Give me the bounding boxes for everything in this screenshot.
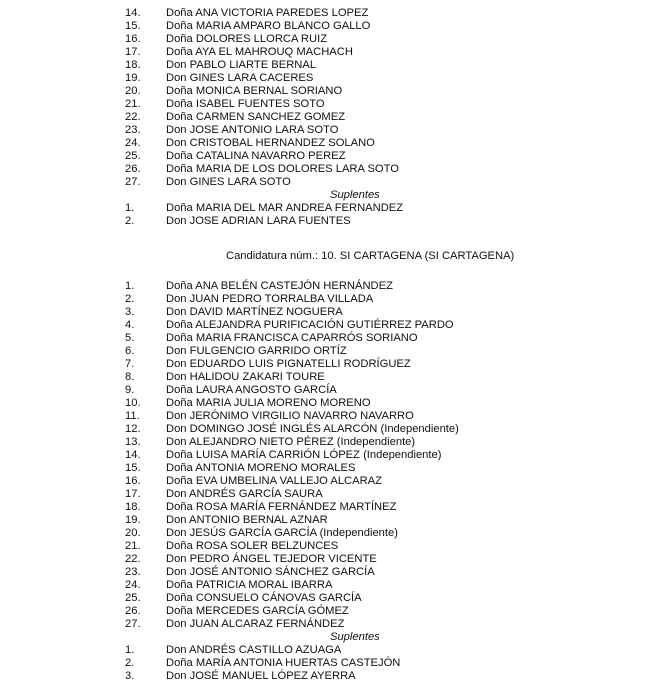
- candidate-name: Don HALIDOU ZAKARI TOURE: [166, 371, 325, 383]
- candidate-name: Don ANDRÉS GARCÍA SAURA: [166, 488, 323, 500]
- candidate-row: [0, 33, 663, 46]
- candidate-number: 25.: [125, 150, 141, 162]
- candidate-row: [0, 618, 663, 631]
- candidate-name: Doña ALEJANDRA PURIFICACIÓN GUTIÉRREZ PARDO: [166, 319, 454, 331]
- candidate-row: [0, 306, 663, 319]
- candidate-number: 23.: [125, 124, 141, 136]
- candidate-number: 18.: [125, 501, 141, 513]
- suplente-row: [0, 670, 663, 683]
- candidate-name: Doña MONICA BERNAL SORIANO: [166, 85, 343, 97]
- suplentes-list: [0, 202, 663, 228]
- candidate-number: 26.: [125, 163, 141, 175]
- candidate-row: [0, 163, 663, 176]
- candidate-number: 2.: [125, 215, 135, 227]
- candidate-row: [0, 319, 663, 332]
- candidate-row: [0, 137, 663, 150]
- candidate-name: Don DAVID MARTÍNEZ NOGUERA: [166, 306, 343, 318]
- candidate-row: [0, 46, 663, 59]
- candidate-row: [0, 462, 663, 475]
- candidate-row: [0, 345, 663, 358]
- candidate-name: Don JOSE ANTONIO LARA SOTO: [166, 124, 339, 136]
- candidate-row: [0, 592, 663, 605]
- candidate-number: 3.: [125, 670, 135, 682]
- suplente-row: [0, 657, 663, 670]
- candidate-name: Doña MARIA JULIA MORENO MORENO: [166, 397, 371, 409]
- candidate-number: 27.: [125, 176, 141, 188]
- candidate-name: Doña MARIA DE LOS DOLORES LARA SOTO: [166, 163, 399, 175]
- candidate-name: Doña EVA UMBELINA VALLEJO ALCARAZ: [166, 475, 382, 487]
- candidate-name: Doña MARIA FRANCISCA CAPARRÓS SORIANO: [166, 332, 418, 344]
- candidate-number: 6.: [125, 345, 135, 357]
- candidate-number: 7.: [125, 358, 135, 370]
- candidate-row: [0, 514, 663, 527]
- suplente-row: [0, 202, 663, 215]
- candidate-number: 18.: [125, 59, 141, 71]
- candidate-number: 26.: [125, 605, 141, 617]
- candidate-name: Doña LUISA MARÍA CARRIÓN LÓPEZ (Independiente): [166, 449, 442, 461]
- candidate-number: 17.: [125, 46, 141, 58]
- candidate-row: [0, 293, 663, 306]
- candidate-name: Doña ANA VICTORIA PAREDES LOPEZ: [166, 7, 369, 19]
- candidate-name: Don JESÚS GARCÍA GARCÍA (Independiente): [166, 527, 398, 539]
- candidate-row: [0, 527, 663, 540]
- candidate-number: 17.: [125, 488, 141, 500]
- titulares-list: [0, 7, 663, 189]
- candidate-row: [0, 85, 663, 98]
- titulares-list: [0, 280, 663, 631]
- candidate-list-si-cartagena: [0, 280, 663, 683]
- candidate-number: 8.: [125, 371, 135, 383]
- candidate-name: Doña MARIA DEL MAR ANDREA FERNANDEZ: [166, 202, 404, 214]
- candidate-row: [0, 436, 663, 449]
- candidate-name: Don PABLO LIARTE BERNAL: [166, 59, 317, 71]
- candidate-row: [0, 7, 663, 20]
- candidate-number: 16.: [125, 33, 141, 45]
- candidate-number: 11.: [125, 410, 140, 422]
- candidate-name: Don JUAN ALCARAZ FERNÁNDEZ: [166, 618, 345, 630]
- candidate-number: 15.: [125, 20, 141, 32]
- candidate-row: [0, 384, 663, 397]
- candidate-name: Doña DOLORES LLORCA RUIZ: [166, 33, 328, 45]
- candidate-name: Don FULGENCIO GARRIDO ORTÍZ: [166, 345, 347, 357]
- candidate-number: 3.: [125, 306, 135, 318]
- candidate-row: [0, 540, 663, 553]
- candidate-number: 9.: [125, 384, 135, 396]
- candidate-number: 14.: [125, 7, 141, 19]
- candidate-number: 4.: [125, 319, 135, 331]
- candidate-name: Doña ROSA SOLER BELZUNCES: [166, 540, 339, 552]
- candidate-row: [0, 605, 663, 618]
- candidate-row: [0, 501, 663, 514]
- candidate-number: 13.: [125, 436, 141, 448]
- candidate-row: [0, 59, 663, 72]
- candidate-row: [0, 397, 663, 410]
- candidatura-heading: Candidatura núm.: 10. SI CARTAGENA (SI CARTAGENA): [226, 250, 515, 262]
- candidate-name: Don CRISTOBAL HERNANDEZ SOLANO: [166, 137, 375, 149]
- candidate-number: 15.: [125, 462, 141, 474]
- candidate-name: Don ANDRÉS CASTILLO AZUAGA: [166, 644, 342, 656]
- candidate-name: Doña MARIA AMPARO BLANCO GALLO: [166, 20, 371, 32]
- candidate-name: Don DOMINGO JOSÉ INGLÉS ALARCÓN (Independiente): [166, 423, 459, 435]
- candidate-name: Doña AYA EL MAHROUQ MACHACH: [166, 46, 353, 58]
- candidate-number: 1.: [125, 280, 135, 292]
- candidate-name: Don JOSÉ ANTONIO SÁNCHEZ GARCÍA: [166, 566, 375, 578]
- candidate-row: [0, 358, 663, 371]
- suplente-row: [0, 644, 663, 657]
- candidate-name: Doña PATRICIA MORAL IBARRA: [166, 579, 333, 591]
- suplentes-label: Suplentes: [330, 631, 380, 643]
- candidate-row: [0, 20, 663, 33]
- candidate-name: Don EDUARDO LUIS PIGNATELLI RODRÍGUEZ: [166, 358, 411, 370]
- candidate-number: 21.: [125, 98, 141, 110]
- candidate-row: [0, 111, 663, 124]
- candidate-number: 22.: [125, 553, 141, 565]
- candidate-name: Don PEDRO ÁNGEL TEJEDOR VICENTE: [166, 553, 377, 565]
- candidate-row: [0, 72, 663, 85]
- candidate-name: Don GINES LARA SOTO: [166, 176, 291, 188]
- suplentes-list: [0, 644, 663, 683]
- candidate-number: 1.: [125, 644, 135, 656]
- candidate-number: 2.: [125, 293, 135, 305]
- candidate-name: Don JOSÉ MANUEL LÓPEZ AYERRA: [166, 670, 356, 682]
- candidate-name: Don JERÓNIMO VIRGILIO NAVARRO NAVARRO: [166, 410, 414, 422]
- candidate-row: [0, 332, 663, 345]
- suplentes-label: Suplentes: [330, 189, 380, 201]
- candidate-row: [0, 553, 663, 566]
- candidate-row: [0, 176, 663, 189]
- candidate-number: 16.: [125, 475, 141, 487]
- candidate-number: 19.: [125, 72, 141, 84]
- candidate-number: 2.: [125, 657, 135, 669]
- candidate-name: Don ANTONIO BERNAL AZNAR: [166, 514, 328, 526]
- candidate-row: [0, 124, 663, 137]
- candidate-number: 24.: [125, 137, 141, 149]
- candidate-name: Doña ROSA MARÍA FERNÁNDEZ MARTÍNEZ: [166, 501, 397, 513]
- candidate-row: [0, 423, 663, 436]
- candidate-row: [0, 579, 663, 592]
- candidate-number: 20.: [125, 85, 141, 97]
- candidate-row: [0, 371, 663, 384]
- candidate-number: 1.: [125, 202, 135, 214]
- candidate-number: 12.: [125, 423, 141, 435]
- candidate-number: 20.: [125, 527, 141, 539]
- candidate-name: Doña MARÍA ANTONIA HUERTAS CASTEJÓN: [166, 657, 401, 669]
- candidate-name: Doña MERCEDES GARCÍA GÓMEZ: [166, 605, 349, 617]
- candidate-number: 10.: [125, 397, 141, 409]
- candidate-row: [0, 449, 663, 462]
- suplente-row: [0, 215, 663, 228]
- candidate-row: [0, 280, 663, 293]
- candidate-number: 24.: [125, 579, 141, 591]
- candidate-name: Doña LAURA ANGOSTO GARCÍA: [166, 384, 337, 396]
- candidate-name: Doña CONSUELO CÁNOVAS GARCÍA: [166, 592, 362, 604]
- candidate-number: 14.: [125, 449, 141, 461]
- candidate-name: Doña ISABEL FUENTES SOTO: [166, 98, 325, 110]
- candidate-name: Don ALEJANDRO NIETO PÉREZ (Independiente): [166, 436, 416, 448]
- candidate-name: Don JUAN PEDRO TORRALBA VILLADA: [166, 293, 374, 305]
- candidate-row: [0, 566, 663, 579]
- candidate-name: Doña CATALINA NAVARRO PEREZ: [166, 150, 346, 162]
- candidate-list-continued: [0, 7, 663, 228]
- candidate-number: 27.: [125, 618, 141, 630]
- candidate-row: [0, 98, 663, 111]
- candidate-number: 19.: [125, 514, 141, 526]
- candidate-number: 22.: [125, 111, 141, 123]
- candidate-name: Don JOSE ADRIAN LARA FUENTES: [166, 215, 351, 227]
- candidate-row: [0, 475, 663, 488]
- candidate-number: 23.: [125, 566, 141, 578]
- candidate-name: Doña CARMEN SANCHEZ GOMEZ: [166, 111, 346, 123]
- candidate-row: [0, 410, 663, 423]
- candidate-name: Doña ANTONIA MORENO MORALES: [166, 462, 356, 474]
- candidate-name: Doña ANA BELÉN CASTEJÓN HERNÁNDEZ: [166, 280, 393, 292]
- candidate-number: 25.: [125, 592, 141, 604]
- candidate-name: Don GINES LARA CACERES: [166, 72, 314, 84]
- candidate-number: 5.: [125, 332, 135, 344]
- candidate-row: [0, 488, 663, 501]
- candidate-row: [0, 150, 663, 163]
- candidate-number: 21.: [125, 540, 141, 552]
